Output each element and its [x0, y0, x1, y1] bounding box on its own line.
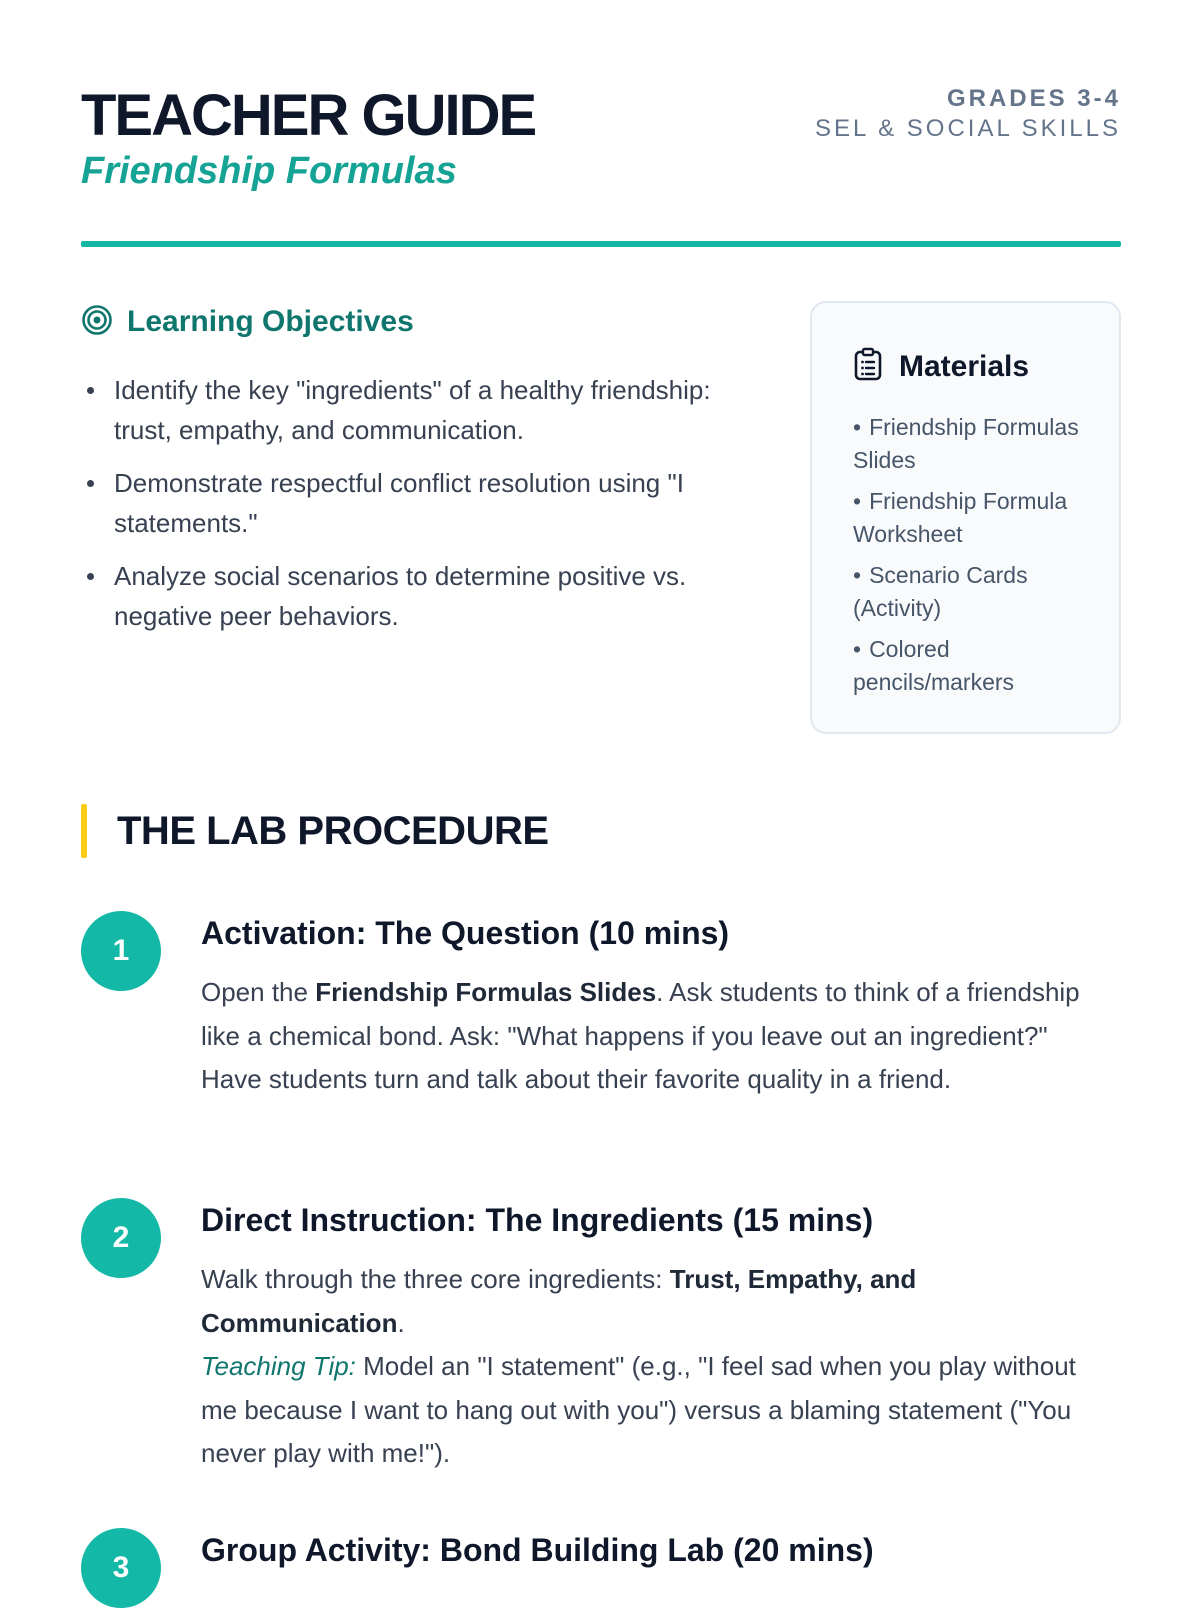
objectives-heading	[81, 302, 761, 342]
grade-label: GRADES 3-4	[946, 85, 1121, 112]
material-label: Friendship Formulas Slides	[853, 414, 1079, 473]
grade-info	[815, 84, 1121, 144]
procedure-heading	[81, 804, 549, 858]
material-item	[853, 559, 1093, 625]
header-divider	[81, 241, 1121, 247]
section-accent-bar	[81, 804, 87, 858]
materials-heading	[853, 347, 1029, 386]
material-reference: Friendship Formulas Slides	[315, 977, 657, 1007]
ingredients-emphasis: Trust, Empathy, and Communication	[201, 1264, 917, 1338]
step-description: Walk through the three core ingredients: Trust, Empathy, and Communication. Teaching Tip: Model an "I statement" (e.g., "I feel sad when you play without me because I want to hang out with you") versus a blaming statement ("You never play with me!").	[201, 1264, 1076, 1468]
material-item	[853, 633, 1093, 699]
material-item	[853, 411, 1093, 477]
step-description: Open the Friendship Formulas Slides. Ask students to think of a friendship like a chemical bond. Ask: "What happens if you leave out an ingredient?" Have students turn and talk about their favorite quality in a friend.	[201, 977, 1080, 1094]
material-label: Colored pencils/markers	[853, 636, 1015, 695]
objective-item: Analyze social scenarios to determine positive vs. negative peer behaviors.	[81, 556, 761, 636]
subject-label: SEL & SOCIAL SKILLS	[814, 115, 1121, 142]
step-number-badge: 2	[81, 1198, 161, 1278]
step-body	[201, 911, 1101, 1102]
lesson-subtitle: Friendship Formulas	[81, 150, 457, 192]
objectives-title: Learning Objectives	[127, 305, 414, 338]
objective-item: Identify the key "ingredients" of a healthy friendship: trust, empathy, and communication.	[81, 370, 761, 450]
step-title: Activation: The Question (10 mins)	[201, 915, 730, 951]
teaching-tip-text: Model an "I statement" (e.g., "I feel sad when you play without me because I want to hang out with you") versus a blaming statement ("You never play with me!").	[201, 1351, 1076, 1468]
step-title: Direct Instruction: The Ingredients (15 mins)	[201, 1202, 874, 1238]
step-title: Group Activity: Bond Building Lab (20 mins)	[201, 1532, 874, 1568]
teaching-tip-label: Teaching Tip:	[201, 1351, 356, 1381]
guide-header	[81, 82, 1121, 242]
material-label: Friendship Formula Worksheet	[853, 488, 1068, 547]
material-item	[853, 485, 1093, 551]
bullet-icon: •	[853, 488, 862, 514]
objective-item: Demonstrate respectful conflict resolution using "I statements."	[81, 463, 761, 543]
material-label: Scenario Cards (Activity)	[853, 562, 1028, 621]
step-number-badge: 1	[81, 911, 161, 991]
target-icon	[81, 304, 113, 341]
page-title: TEACHER GUIDE	[81, 83, 536, 148]
objectives-list	[81, 370, 761, 636]
materials-box	[810, 301, 1121, 734]
section-title: THE LAB PROCEDURE	[117, 808, 549, 853]
bullet-icon: •	[853, 414, 862, 440]
learning-objectives-section	[81, 302, 761, 649]
step-body	[201, 1528, 1101, 1572]
step-body	[201, 1198, 1101, 1476]
materials-list	[853, 411, 1093, 707]
materials-title: Materials	[899, 349, 1030, 383]
clipboard-icon	[853, 347, 883, 386]
step-number-badge: 3	[81, 1528, 161, 1608]
bullet-icon: •	[853, 636, 862, 662]
bullet-icon: •	[853, 562, 862, 588]
